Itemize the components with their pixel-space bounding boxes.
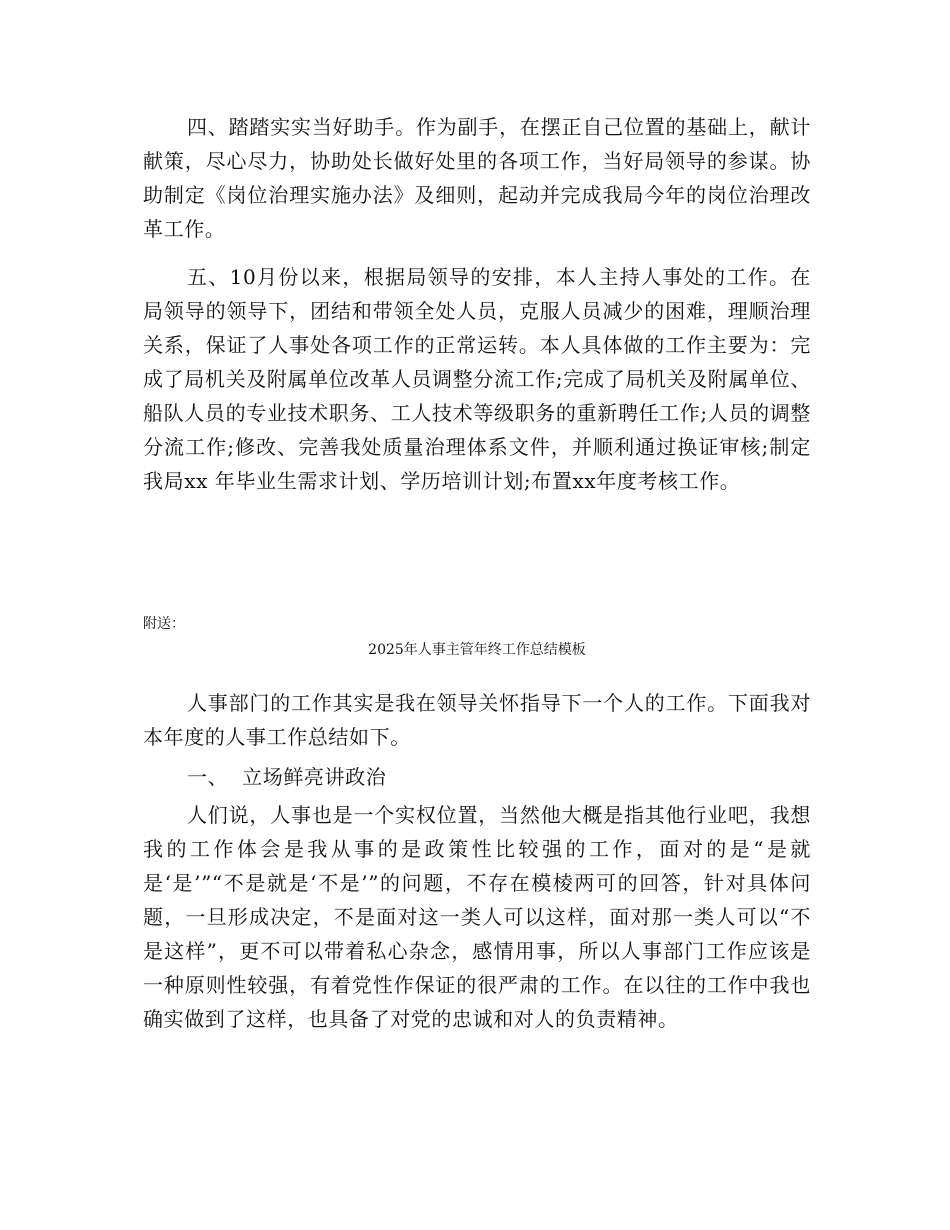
section-paragraph: 人们说，人事也是一个实权位置，当然他大概是指其他行业吧，我想我的工作体会是我从事的是政策性比较强的工作，面对的是“是就是‘是’”“不是就是‘不是’”的问题，不存在模棱两可的回答，针对具体问题，一旦形成决定，不是面对这一类人可以这样，面对那一类人可以“不是这样”，更不可以带着私心杂念，感情用事，所以人事部门工作应该是一种原则性较强，有着党性作保证的很严肃的工作。在以往的工作中我也确实做到了这样，也具备了对党的忠诚和对人的负责精神。 <box>143 803 811 1031</box>
intro-paragraph: 人事部门的工作其实是我在领导关怀指导下一个人的工作。下面我对本年度的人事工作总结如下。 <box>143 691 811 749</box>
paragraph-item-four: 四、踏踏实实当好助手。作为副手，在摆正自己位置的基础上，献计献策，尽心尽力，协助处长做好处里的各项工作，当好局领导的参谋。协助制定《岗位治理实施办法》及细则，起动并完成我局今年的岗位治理改革工作。 <box>143 115 811 241</box>
attachment-title: 2025年人事主管年终工作总结模板 <box>368 642 586 658</box>
paragraph-item-five: 五、10月份以来，根据局领导的安排，本人主持人事处的工作。在局领导的领导下，团结和带领全处人员，克服人员减少的困难，理顺治理关系，保证了人事处各项工作的正常运转。本人具体做的工作主要为：完成了局机关及附属单位改革人员调整分流工作;完成了局机关及附属单位、船队人员的专业技术职务、工人技术等级职务的重新聘任工作;人员的调整分流工作;修改、完善我处质量治理体系文件，并顺利通过换证审核;制定我局xx 年毕业生需求计划、学历培训计划;布置xx年度考核工作。 <box>143 265 811 493</box>
attachment-label: 附送： <box>143 616 185 632</box>
section-heading: 一、 立场鲜亮讲政治 <box>187 765 387 789</box>
